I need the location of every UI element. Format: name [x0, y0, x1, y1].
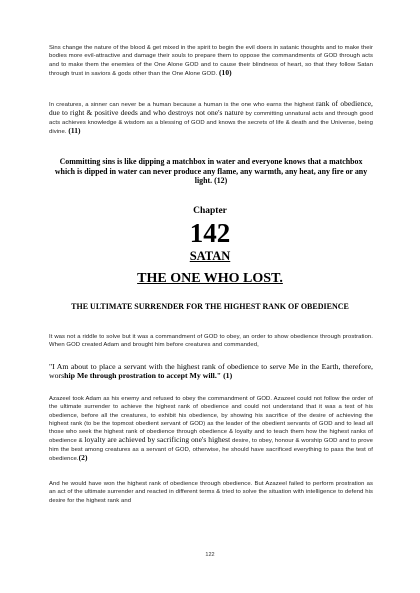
chapter-title: SATAN	[189, 249, 231, 263]
paragraph-text: desire, to obey, honour & worship GOD and to prove him the best among creatures as a servant of GOD, otherwise, he should have sacrificed everything to pass the test of obedience.	[49, 438, 374, 463]
chapter-subtitle: THE ONE WHO LOST.	[137, 271, 283, 286]
quote-text-emphasis: hip Me through prostration to accept My will."	[64, 371, 222, 381]
chapter-label: Chapter	[193, 206, 227, 216]
quote-text: "I Am about to place a servant with the highest rank of obedience to serve Me in the Earth, therefore, wors	[49, 362, 373, 381]
paragraph-text-emphasis: loyalty are achieved by sacrificing one's highest	[84, 435, 231, 445]
chapter-number: 142	[189, 218, 231, 248]
paragraph-text-emphasis: rank of obedience, due to right & positive deeds and who destroys not one's nature	[49, 99, 373, 118]
reference-marker: (1)	[223, 371, 233, 381]
reference-marker: (11)	[68, 125, 81, 135]
paragraph-text: Azazeel took Adam as his enemy and refused to obey the commandment of GOD. Azazeel could not follow the order of the ultimate surrender to achieve the highest rank of obedience and could not understand that it was a test of his obedience, before all the creatures, to exhibit his obedience, by showing his sacrifice of the desire of achieving the highest rank (to be the topmost obedient servant of GOD) as the leader of the obedient servants of GOD and to lead all those who seek the highest rank of obedience through obedience & loyalty and to teach them how the highest ranks of obedience &	[49, 396, 373, 445]
reference-marker: (12)	[214, 176, 228, 186]
reference-marker: (2)	[78, 453, 88, 463]
paragraph-text: It was not a riddle to solve but it was a commandment of GOD to obey, an order to show obedience through prostration. When GOD created Adam and brought him before creatures and commanded,	[49, 334, 373, 349]
paragraph-azazeel	[49, 395, 373, 463]
paragraph-sinner-human	[49, 100, 373, 136]
paragraph-text: And he would have won the highest rank of obedience through obedience. But Azazeel failed to perform prostration as an act of the ultimate surrender and reacted in different terms & tried to solve the situation with intelligence to defend his desire for the highest rank and	[49, 481, 373, 504]
paragraph-text: Committing sins is like dipping a matchbox in water and everyone knows that a matchbox which is dipped in water can never produce any flame, any warmth, any heat, any fire or any light.	[54, 157, 368, 186]
section-heading: THE ULTIMATE SURRENDER FOR THE HIGHEST RANK OF OBEDIENCE	[71, 302, 349, 311]
paragraph-text: In creatures, a sinner can never be a human because a human is the one who earns the highest	[49, 102, 314, 108]
paragraph-commandment	[49, 333, 373, 350]
paragraph-text: by committing unnatural acts and through good acts achieves knowledge & wisdom as a blessing of GOD and knows the secrets of life & death and the Universe, being divine.	[49, 111, 373, 135]
quote-block	[49, 362, 373, 380]
page-number: 122	[205, 552, 215, 558]
paragraph-matchbox	[49, 157, 373, 186]
reference-marker: (10)	[219, 67, 232, 77]
paragraph-failed	[49, 480, 373, 505]
paragraph-text: Sins change the nature of the blood & get mixed in the spirit to begin the evil doers in satanic thoughts and to make their bodies more evil-attractive and damage their souls to prepare them to oppose the commandments of GOD through acts and to make them the enemies of the One Alone GOD and to cause their blindness of heart, so that they follow Satan through trust in saviors & gods other than the One Alone GOD.	[49, 45, 373, 77]
paragraph-sins-blood	[49, 44, 373, 78]
